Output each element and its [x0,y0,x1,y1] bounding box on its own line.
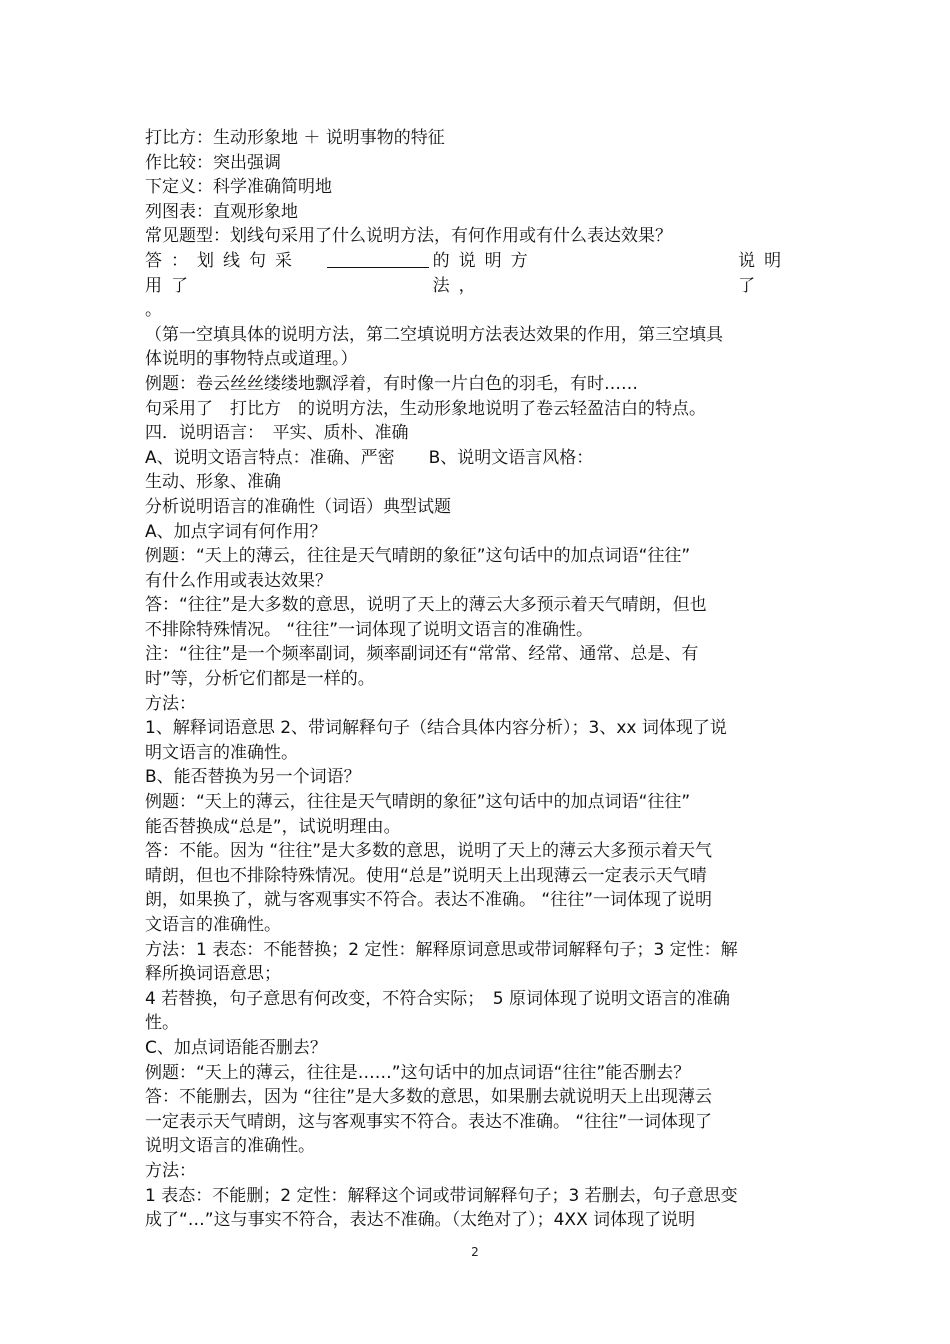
text-line: 例题：“天上的薄云，往往是……”这句话中的加点词语“往往”能否删去？ [145,1062,691,1083]
text-line: 列图表：直观形象地 [145,201,298,222]
text-line: A、说明文语言特点：准确、严密 B、说明文语言风格： [145,447,594,468]
answer-prefix: 答：划线句采用了 [145,250,301,296]
text-line: 4 若替换，句子意思有何改变，不符合实际； 5 原词体现了说明文语言的准确 [145,988,730,1009]
subsection-heading: C、加点词语能否删去？ [145,1037,327,1058]
text-line: 明文语言的准确性。 [145,742,298,763]
answer-blank [327,249,428,268]
text-line: 释所换词语意思； [145,964,281,985]
text-line: （第一空填具体的说明方法，第二空填说明方法表达效果的作用，第三空填具 [145,324,723,345]
text-line: 方法：1 表态：不能替换；2 定性：解释原词意思或带词解释句子；3 定性：解 [145,939,738,960]
text-line: 注：“往往”是一个频率副词，频率副词还有“常常、经常、通常、总是、有 [145,644,699,665]
body-text [145,126,805,1233]
text-line: 例题：“天上的薄云，往往是天气晴朗的象征”这句话中的加点词语“往往” [145,546,691,567]
answer-mid: 的说明方法， [432,250,537,296]
text-line: 时”等，分析它们都是一样的。 [145,669,375,690]
text-line: 答：不能删去，因为 “往往”是大多数的意思，如果删去就说明天上出现薄云 [145,1087,713,1108]
text-line: 成了“…”这与事实不符合，表达不准确。（太绝对了）；4XX 词体现了说明 [145,1210,696,1231]
text-line: 一定表示天气晴朗，这与客观事实不符合。表达不准确。 “往往”一词体现了 [145,1111,713,1132]
text-line: 打比方：生动形象地 ＋ 说明事物的特征 [145,128,445,148]
text-line: 例题：“天上的薄云，往往是天气晴朗的象征”这句话中的加点词语“往往” [145,792,691,813]
text-line: 体说明的事物特点或道理。） [145,349,358,370]
text-line: 说明文语言的准确性。 [145,1136,315,1157]
text-line: 晴朗，但也不排除特殊情况。使用“总是”说明天上出现薄云一定表示天气晴 [145,865,707,886]
answer-gap [567,249,739,298]
text-line: 1、解释词语意思 2、带词解释句子（结合具体内容分析）；3、xx 词体现了说 [145,718,727,739]
answer-template-line [145,249,805,298]
text-line: 常见题型：划线句采用了什么说明方法，有何作用或有什么表达效果？ [145,226,672,247]
text-line: 分析说明语言的准确性（词语）典型试题 [145,496,451,517]
section-heading: 四．说明语言： 平实、质朴、准确 [145,423,409,444]
text-line: 能否替换成“总是”，试说明理由。 [145,816,401,837]
text-line: 文语言的准确性。 [145,915,281,935]
text-line: 下定义：科学准确简明地 [145,177,332,198]
text-line: 不排除特殊情况。 “往往”一词体现了说明文语言的准确性。 [145,619,594,640]
text-line: 答：不能。因为 “往往”是大多数的意思，说明了天上的薄云大多预示着天气 [145,841,713,862]
text-line: 。 [145,300,162,321]
text-line: 1 表态：不能删；2 定性：解释这个词或带词解释句子；3 若删去，句子意思变 [145,1185,738,1206]
subsection-heading: B、能否替换为另一个词语？ [145,767,361,788]
text-line: 朗，如果换了，就与客观事实不符合。表达不准确。 “往往”一词体现了说明 [145,890,713,911]
text-line: 方法： [145,693,196,714]
text-line: 答：“往往”是大多数的意思，说明了天上的薄云大多预示着天气晴朗，但也 [145,595,707,616]
text-line: 句采用了 打比方 的说明方法，生动形象地说明了卷云轻盈洁白的特点。 [145,398,706,419]
text-line: 生动、形象、准确 [145,472,281,493]
text-line: 有什么作用或表达效果？ [145,570,332,591]
text-line: 方法： [145,1160,196,1181]
text-line: 例题：卷云丝丝缕缕地飘浮着，有时像一片白色的羽毛，有时…… [145,373,638,394]
page-number: 2 [471,1245,479,1259]
subsection-heading: A、加点字词有何作用？ [145,521,327,542]
text-line: 作比较：突出强调 [145,152,281,173]
answer-suffix: 说明了 [738,250,791,296]
text-line: 性。 [145,1013,179,1034]
